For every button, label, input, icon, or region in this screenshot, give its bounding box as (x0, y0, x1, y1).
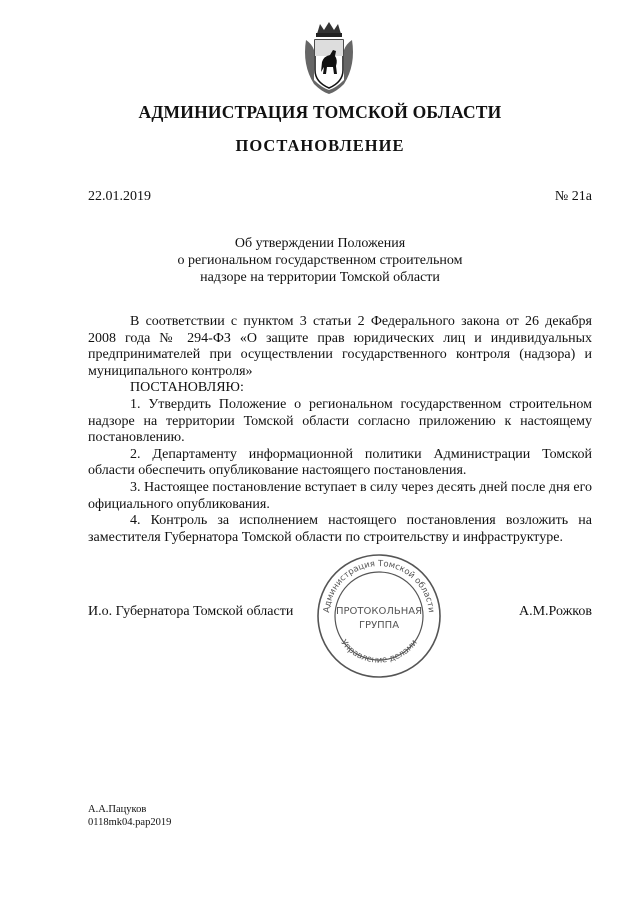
signatory-position: И.о. Губернатора Томской области (88, 604, 294, 619)
body-item: 1. Утвердить Положение о региональном государственном строительном надзоре на территории Томской области согласно приложению к настоящему постановлению. (88, 396, 592, 446)
body-item: 4. Контроль за исполнением настоящего постановления возложить на заместителя Губернатора Томской области по строительству и инфраструктуре. (88, 513, 592, 545)
official-stamp (315, 552, 443, 680)
document-subject (0, 235, 640, 286)
body-item: 3. Настоящее постановление вступает в силу через десять дней после дня его официального опубликования. (88, 479, 592, 512)
stamp-center-line: ГРУППА (358, 620, 400, 631)
subject-line: Об утверждении Положения (234, 236, 406, 251)
stamp-ring-text-bottom: Управление делами (338, 638, 420, 666)
organization-title: АДМИНИСТРАЦИЯ ТОМСКОЙ ОБЛАСТИ (138, 102, 502, 122)
executor-name: А.А.Пацуков (88, 804, 147, 815)
file-code: 0118mk04.pap2019 (88, 816, 172, 828)
resolve-heading: ПОСТАНОВЛЯЮ: (130, 380, 244, 396)
subject-line: о региональном государственном строительном (177, 253, 463, 268)
document-body (88, 314, 592, 546)
document-date: 22.01.2019 (88, 189, 151, 204)
preamble-paragraph: В соответствии с пунктом 3 статьи 2 Федерального закона от 26 декабря 2008 года № 294-ФЗ «О защите прав юридических лиц и индивидуальных предпринимателей при осуществлении государственного контроля (надзора) и муниципального контроля» (88, 314, 592, 379)
subject-line: надзоре на территории Томской области (200, 270, 440, 285)
document-type: ПОСТАНОВЛЕНИЕ (235, 136, 405, 155)
coat-of-arms-icon (300, 20, 358, 96)
stamp-ring-text-top: Администрация Томской области (322, 558, 436, 614)
stamp-center-line: ПРОТОКОЛЬНАЯ (335, 606, 423, 617)
signatory-name: А.М.Рожков (518, 604, 592, 619)
footer-info (88, 804, 171, 829)
body-item: 2. Департаменту информационной политики Администрации Томской области обеспечить опубликование настоящего постановления. (88, 446, 592, 479)
document-number: № 21а (554, 189, 592, 204)
